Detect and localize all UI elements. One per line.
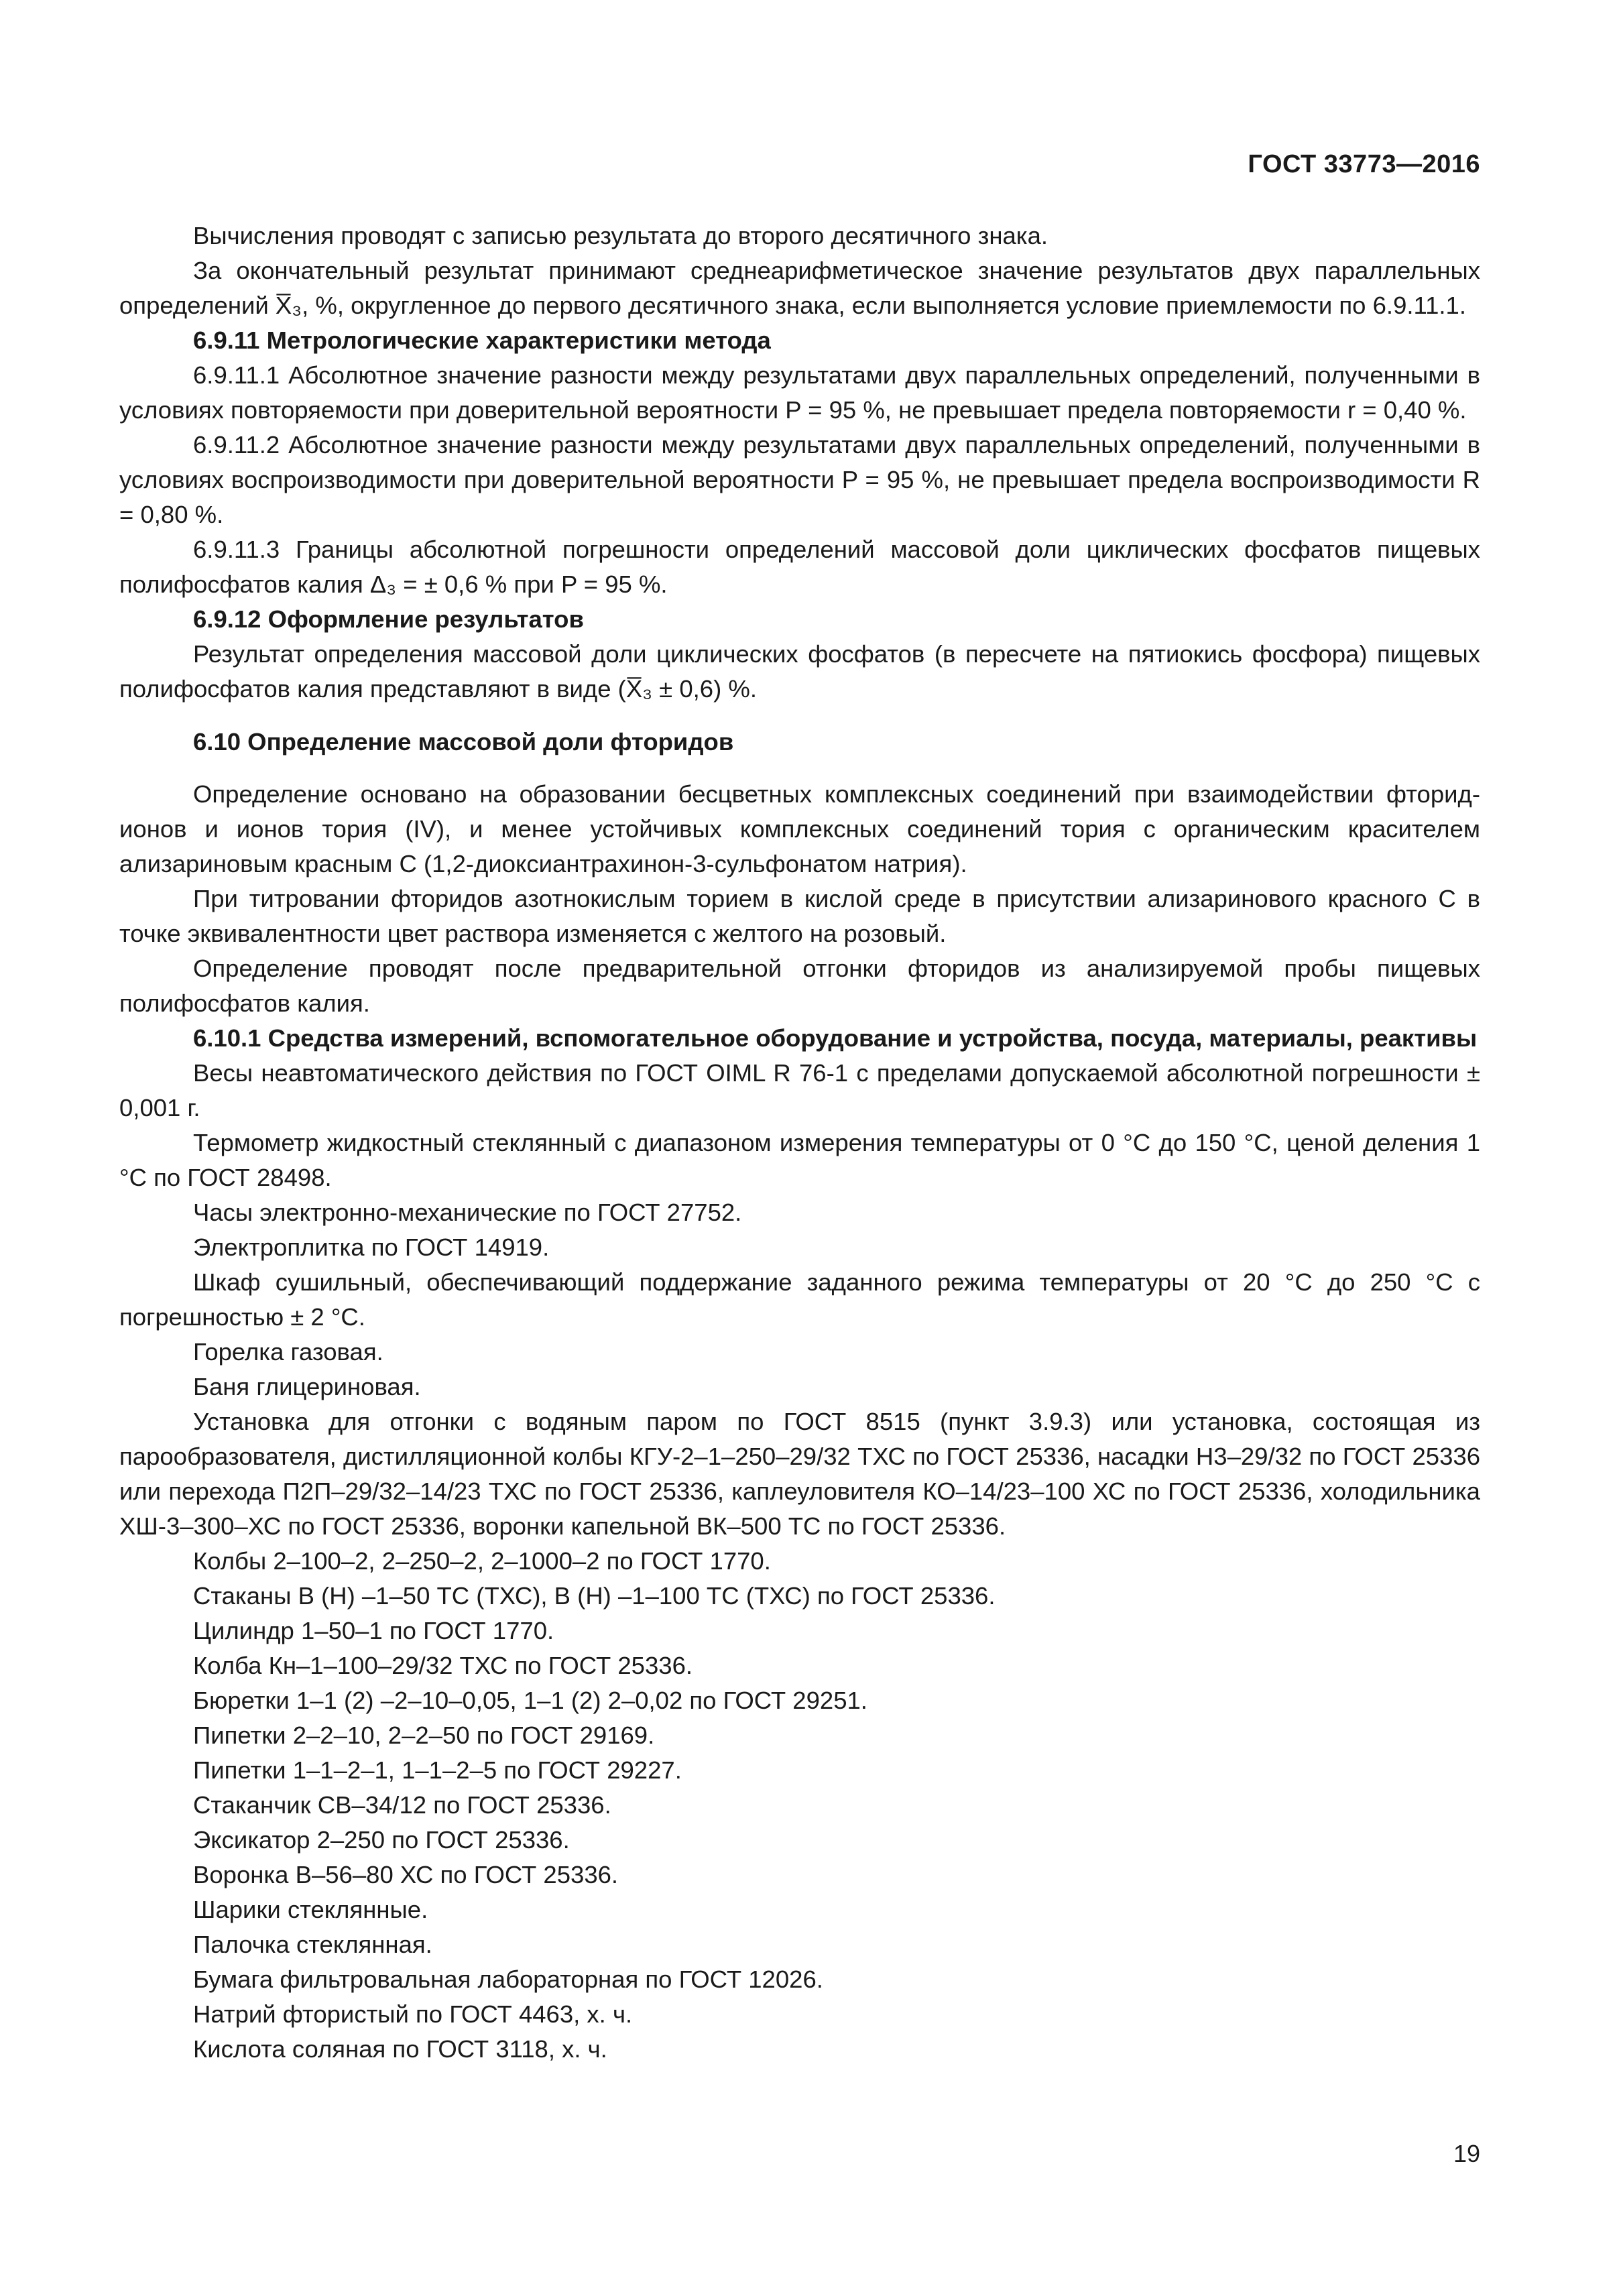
- list-item: Бюретки 1–1 (2) –2–10–0,05, 1–1 (2) 2–0,02 по ГОСТ 29251.: [193, 1687, 867, 1714]
- paragraph: Определение проводят после предварительной отгонки фторидов из анализируемой пробы пищевых полифосфатов калия.: [119, 955, 1480, 1017]
- paragraph: При титровании фторидов азотнокислым торием в кислой среде в присутствии ализаринового красного С в точке эквивалентности цвет раствора изменяется с желтого на розовый.: [119, 885, 1480, 947]
- paragraph: Определение основано на образовании бесцветных комплексных соединений при взаимодействии фторид-ионов и ионов тория (IV), и менее устойчивых комплексных соединений тория с органическим красителем ализариновым красным С (1,2-диоксиантрахинон-3-сульфонатом натрия).: [119, 780, 1480, 878]
- list-item: Установка для отгонки с водяным паром по ГОСТ 8515 (пункт 3.9.3) или установка, состоящая из парообразователя, дистилляционной колбы КГУ-2–1–250–29/32 ТХС по ГОСТ 25336, насадки Н3–29/32 по ГОСТ 25336 или перехода П2П–29/32–14/23 ТХС по ГОСТ 25336, каплеуловителя КО–14/23–100 ХС по ГОСТ 25336, холодильника ХШ-3–300–ХС по ГОСТ 25336, воронки капельной ВК–500 ТС по ГОСТ 25336.: [119, 1408, 1480, 1540]
- section-heading: 6.10.1 Средства измерений, вспомогательное оборудование и устройства, посуда, материалы, реактивы: [193, 1024, 1478, 1052]
- list-item: Пипетки 2–2–10, 2–2–50 по ГОСТ 29169.: [193, 1721, 655, 1749]
- page-number: 19: [1453, 2140, 1480, 2167]
- list-item: Колбы 2–100–2, 2–250–2, 2–1000–2 по ГОСТ 1770.: [193, 1547, 771, 1575]
- list-item: Электроплитка по ГОСТ 14919.: [193, 1233, 550, 1261]
- list-item: Колба Кн–1–100–29/32 ТХС по ГОСТ 25336.: [193, 1652, 693, 1679]
- document-body: [119, 219, 1480, 2067]
- list-item: Эксикатор 2–250 по ГОСТ 25336.: [193, 1826, 570, 1854]
- paragraph: Вычисления проводят с записью результата до второго десятичного знака.: [193, 222, 1048, 249]
- paragraph: 6.9.11.2 Абсолютное значение разности между результатами двух параллельных определений, полученными в условиях воспроизводимости при доверительной вероятности P = 95 %, не превышает предела воспроизводимости R = 0,80 %.: [119, 431, 1480, 528]
- list-item: Стаканчик СВ–34/12 по ГОСТ 25336.: [193, 1791, 611, 1819]
- paragraph: 6.9.11.3 Границы абсолютной погрешности определений массовой доли циклических фосфатов пищевых полифосфатов калия Δ₃ = ± 0,6 % при P = 95 %.: [119, 536, 1480, 598]
- section-heading: 6.9.12 Оформление результатов: [193, 605, 584, 633]
- document-code: ГОСТ 33773—2016: [1248, 150, 1480, 178]
- list-item: Кислота соляная по ГОСТ 3118, х. ч.: [193, 2035, 607, 2063]
- list-item: Стаканы В (Н) –1–50 ТС (ТХС), В (Н) –1–100 ТС (ТХС) по ГОСТ 25336.: [193, 1582, 996, 1610]
- list-item: Воронка В–56–80 ХС по ГОСТ 25336.: [193, 1861, 619, 1888]
- list-item: Шкаф сушильный, обеспечивающий поддержание заданного режима температуры от 20 °С до 250 °С с погрешностью ± 2 °С.: [119, 1268, 1480, 1331]
- paragraph: 6.9.11.1 Абсолютное значение разности между результатами двух параллельных определений, полученными в условиях повторяемости при доверительной вероятности P = 95 %, не превышает предела повторяемости r = 0,40 %.: [119, 361, 1480, 424]
- list-item: Термометр жидкостный стеклянный с диапазоном измерения температуры от 0 °С до 150 °С, ценой деления 1 °С по ГОСТ 28498.: [119, 1129, 1480, 1191]
- list-item: Часы электронно-механические по ГОСТ 27752.: [193, 1199, 742, 1226]
- section-heading: 6.9.11 Метрологические характеристики метода: [193, 326, 771, 354]
- list-item: Весы неавтоматического действия по ГОСТ OIML R 76-1 с пределами допускаемой абсолютной погрешности ± 0,001 г.: [119, 1059, 1480, 1122]
- paragraph: За окончательный результат принимают среднеарифметическое значение результатов двух параллельных определений X̅₃, %, округленное до первого десятичного знака, если выполняется условие приемлемости по 6.9.11.1.: [119, 257, 1480, 319]
- list-item: Цилиндр 1–50–1 по ГОСТ 1770.: [193, 1617, 554, 1644]
- list-item: Баня глицериновая.: [193, 1373, 421, 1400]
- list-item: Натрий фтористый по ГОСТ 4463, х. ч.: [193, 2000, 633, 2028]
- list-item: Бумага фильтровальная лабораторная по ГОСТ 12026.: [193, 1966, 823, 1993]
- list-item: Пипетки 1–1–2–1, 1–1–2–5 по ГОСТ 29227.: [193, 1756, 682, 1784]
- section-heading: 6.10 Определение массовой доли фторидов: [193, 728, 734, 756]
- list-item: Палочка стеклянная.: [193, 1931, 432, 1958]
- paragraph: Результат определения массовой доли циклических фосфатов (в пересчете на пятиокись фосфора) пищевых полифосфатов калия представляют в виде (X̅₃ ± 0,6) %.: [119, 640, 1480, 703]
- list-item: Шарики стеклянные.: [193, 1896, 428, 1923]
- list-item: Горелка газовая.: [193, 1338, 383, 1366]
